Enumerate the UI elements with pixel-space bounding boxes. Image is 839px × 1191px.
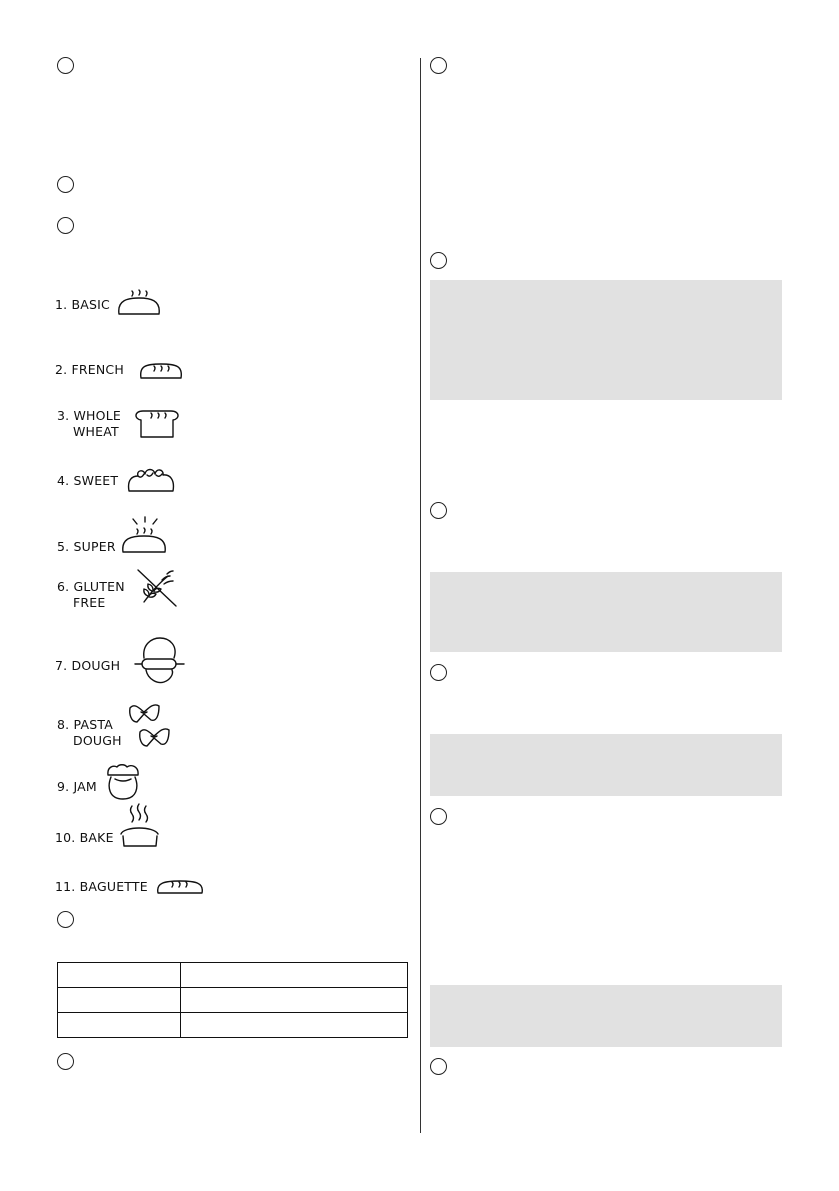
- gluten-free-icon: [134, 566, 180, 610]
- whole-wheat-loaf-icon: [133, 407, 181, 439]
- program-label-super: 5. SUPER: [57, 539, 116, 554]
- table-cell: [58, 1013, 181, 1038]
- program-label-pasta-dough: 8. PASTA DOUGH: [57, 717, 122, 748]
- section-marker: [57, 57, 74, 74]
- pasta-bow-icon: [127, 700, 177, 752]
- section-marker: [57, 1053, 74, 1070]
- table-cell: [58, 963, 181, 988]
- section-marker: [430, 808, 447, 825]
- bake-steam-icon: [118, 802, 162, 848]
- super-bread-icon: [120, 517, 170, 555]
- french-bread-icon: [138, 360, 184, 380]
- table-row: [58, 988, 408, 1013]
- sweet-bread-icon: [126, 466, 176, 494]
- table-cell: [181, 988, 408, 1013]
- program-label-dough: 7. DOUGH: [55, 658, 121, 673]
- section-marker: [57, 217, 74, 234]
- table-cell: [181, 1013, 408, 1038]
- baguette-icon: [156, 877, 204, 895]
- table-cell: [181, 963, 408, 988]
- program-label-basic: 1. BASIC: [55, 297, 110, 312]
- table-row: [58, 1013, 408, 1038]
- table-row: [58, 963, 408, 988]
- section-marker: [430, 502, 447, 519]
- settings-table: [57, 962, 408, 1038]
- program-label-jam: 9. JAM: [57, 779, 97, 794]
- section-marker: [57, 176, 74, 193]
- dough-rolling-pin-icon: [134, 636, 186, 686]
- section-marker: [430, 252, 447, 269]
- section-marker: [430, 57, 447, 74]
- section-marker: [430, 664, 447, 681]
- program-label-bake: 10. BAKE: [55, 830, 114, 845]
- program-label-gluten-free: 6. GLUTEN FREE: [57, 579, 125, 610]
- column-divider: [420, 58, 421, 1133]
- note-box: [430, 985, 782, 1047]
- basic-bread-icon: [116, 288, 162, 318]
- program-label-whole-wheat: 3. WHOLE WHEAT: [57, 408, 121, 439]
- program-label-baguette: 11. BAGUETTE: [55, 879, 148, 894]
- note-box: [430, 280, 782, 400]
- section-marker: [430, 1058, 447, 1075]
- note-box: [430, 734, 782, 796]
- table-cell: [58, 988, 181, 1013]
- section-marker: [57, 911, 74, 928]
- jam-jar-icon: [105, 763, 143, 803]
- note-box: [430, 572, 782, 652]
- program-label-sweet: 4. SWEET: [57, 473, 119, 488]
- program-label-french: 2. FRENCH: [55, 362, 124, 377]
